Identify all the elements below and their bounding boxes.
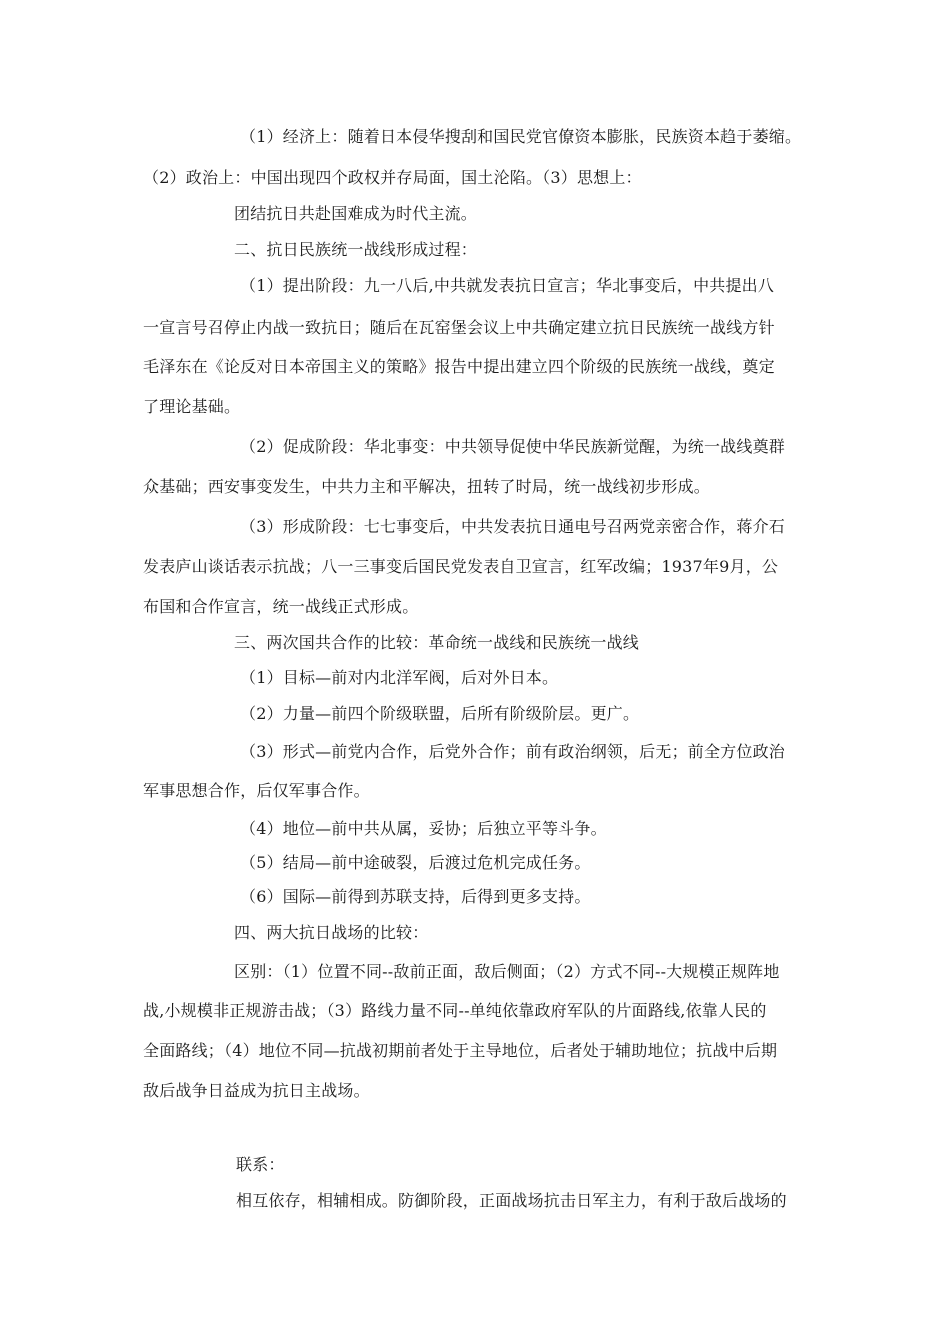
text-line: （1）经济上：随着日本侵华搜刮和国民党官僚资本膨胀，民族资本趋于萎缩。 <box>240 127 802 146</box>
text-line: 众基础；西安事变发生，中共力主和平解决，扭转了时局，统一战线初步形成。 <box>143 477 711 496</box>
text-line: （6）国际—前得到苏联支持，后得到更多支持。 <box>240 887 591 906</box>
section-heading: 二、抗日民族统一战线形成过程： <box>234 240 478 259</box>
text-line: （2）力量—前四个阶级联盟，后所有阶级阶层。更广。 <box>240 704 640 723</box>
section-heading: 三、两次国共合作的比较：革命统一战线和民族统一战线 <box>234 633 640 652</box>
text-line: 军事思想合作，后仅军事合作。 <box>143 781 370 800</box>
text-line: 全面路线；（4）地位不同—抗战初期前者处于主导地位，后者处于辅助地位；抗战中后期 <box>143 1041 778 1060</box>
text-line: 一宣言号召停止内战一致抗日；随后在瓦窑堡会议上中共确定建立抗日民族统一战线方针 <box>143 318 775 337</box>
text-line: （3）形成阶段：七七事变后，中共发表抗日通电号召两党亲密合作，蒋介石 <box>240 517 785 536</box>
text-line: 区别：（1）位置不同--敌前正面，敌后侧面；（2）方式不同--大规模正规阵地 <box>234 962 780 981</box>
text-line: 毛泽东在《论反对日本帝国主义的策略》报告中提出建立四个阶级的民族统一战线，奠定 <box>143 357 775 376</box>
text-line: 团结抗日共赴国难成为时代主流。 <box>234 204 478 223</box>
text-line: 发表庐山谈话表示抗战；八一三事变后国民党发表自卫宣言，红军改编；1937年9月，公 <box>143 557 779 576</box>
text-line: 相互依存，相辅相成。防御阶段，正面战场抗击日军主力，有利于敌后战场的 <box>236 1191 787 1210</box>
text-line: 战,小规模非正规游击战；（3）路线力量不同--单纯依靠政府军队的片面路线,依靠人民的 <box>143 1001 767 1020</box>
text-line: （3）形式—前党内合作，后党外合作；前有政治纲领，后无；前全方位政治 <box>240 742 785 761</box>
section-heading: 四、两大抗日战场的比较： <box>234 923 429 942</box>
text-line: （1）目标—前对内北洋军阀，后对外日本。 <box>240 668 559 687</box>
text-line: 敌后战争日益成为抗日主战场。 <box>143 1081 370 1100</box>
text-line: 布国和合作宣言，统一战线正式形成。 <box>143 597 419 616</box>
text-line: （2）政治上：中国出现四个政权并存局面，国土沦陷。（3）思想上： <box>143 168 642 187</box>
text-line: 了理论基础。 <box>143 397 241 416</box>
text-line: （1）提出阶段：九一八后,中共就发表抗日宣言；华北事变后，中共提出八 <box>240 276 775 295</box>
text-line: （4）地位—前中共从属，妥协；后独立平等斗争。 <box>240 819 607 838</box>
text-line: 联系： <box>236 1155 285 1174</box>
text-line: （5）结局—前中途破裂，后渡过危机完成任务。 <box>240 853 591 872</box>
text-line: （2）促成阶段：华北事变：中共领导促使中华民族新觉醒，为统一战线奠群 <box>240 437 785 456</box>
